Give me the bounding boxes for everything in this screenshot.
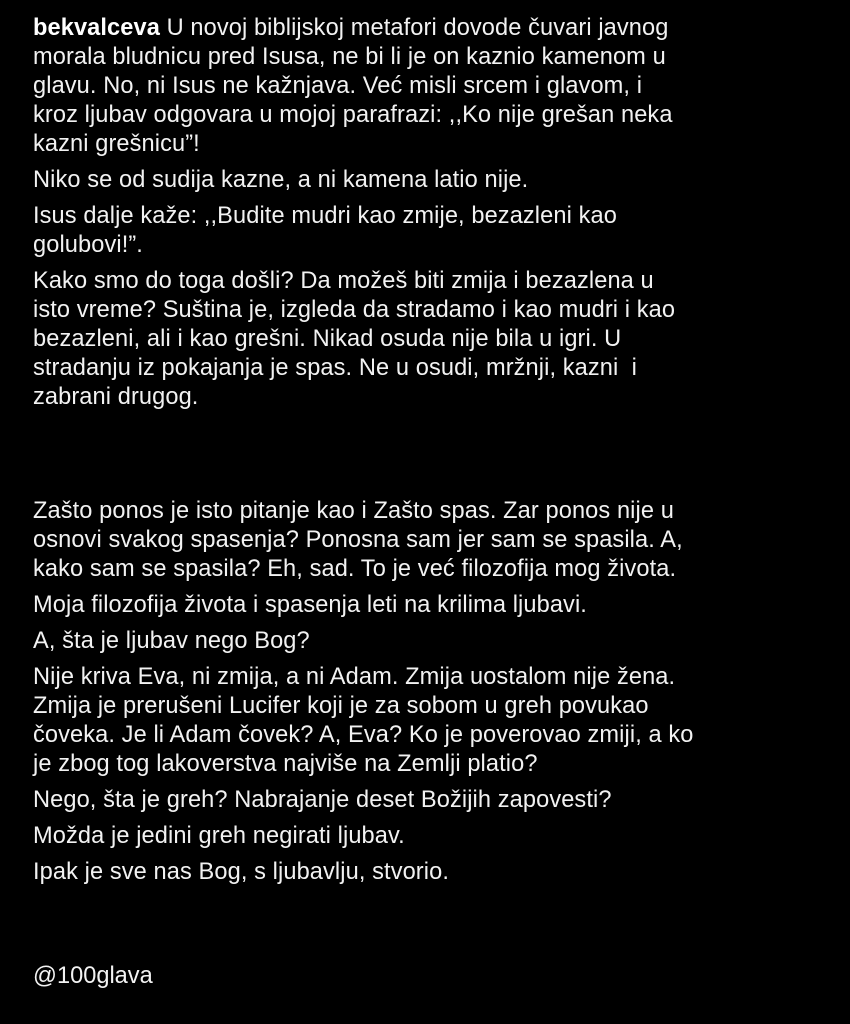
username-link[interactable]: bekvalceva [33,15,160,41]
caption-paragraph: Moja filozofija života i spasenja leti na krilima ljubavi. [33,592,587,618]
caption-paragraph: Kako smo do toga došli? Da možeš biti zmija i bezazlena u isto vreme? Suština je, izgleda da stradamo i kao mudri i kao bezazleni, ali i kao grešni. Nikad osuda nije bila u igri. U stradanju iz pokajanja je spas. Ne u osudi, mržnji, kazni i zabrani drugog. [33,268,676,410]
caption-paragraph: Zašto ponos je isto pitanje kao i Zašto spas. Zar ponos nije u osnovi svakog spasenja? Ponosna sam jer sam se spasila. A, kako sam se spasila? Eh, sad. To je već filozofija mog života. [33,498,683,582]
caption-paragraph: Ipak je sve nas Bog, s ljubavlju, stvorio. [33,859,449,885]
paragraph-spacer [33,419,833,497]
caption-paragraph: Možda je jedini greh negirati ljubav. [33,823,405,849]
post-caption [33,14,833,894]
caption-paragraph: Niko se od sudija kazne, a ni kamena latio nije. [33,167,529,193]
caption-first-paragraph [33,14,833,159]
caption-first-paragraph-text: U novoj biblijskoj metafori dovode čuvari javnog morala bludnicu pred Isusa, ne bi li je on kaznio kamenom u glavu. No, ni Isus ne kažnjava. Već misli srcem i glavom, i kroz ljubav odgovara u mojoj parafrazi: ,,Ko nije grešan neka kazni grešnicu”! [33,15,673,157]
caption-paragraph: A, šta je ljubav nego Bog? [33,628,310,654]
caption-paragraph: Isus dalje kaže: ,,Budite mudri kao zmije, bezazleni kao golubovi!”. [33,203,617,258]
caption-paragraph: Nije kriva Eva, ni zmija, a ni Adam. Zmija uostalom nije žena. Zmija je prerušeni Lucifer koji je za sobom u greh povukao čoveka. Je li Adam čovek? A, Eva? Ko je poverovao zmiji, a ko je zbog tog lakoverstva najviše na Zemlji platio? [33,664,694,777]
mention-link[interactable]: @100glava [33,963,153,989]
caption-paragraph: Nego, šta je greh? Nabrajanje deset Božijih zapovesti? [33,787,612,813]
